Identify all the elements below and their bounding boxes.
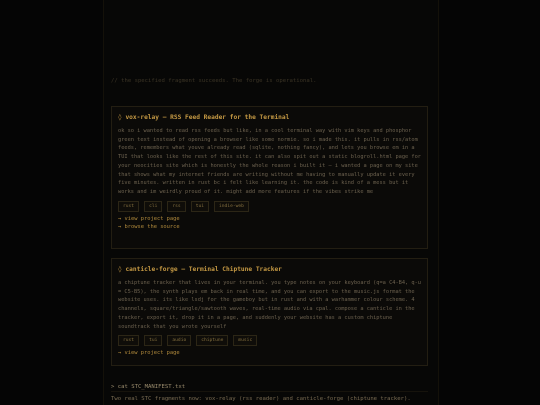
tag[interactable]: cli [144,201,162,212]
tag[interactable]: chiptune [196,335,228,346]
tag[interactable]: audio [167,335,191,346]
terminal-command: > cat STC_MANIFEST.txt [111,384,186,390]
tag[interactable]: rust [118,335,139,346]
tag-list [118,201,421,212]
tag[interactable]: rust [118,201,139,212]
view-project-link[interactable]: → view project page [118,215,180,222]
tag-list [118,335,421,346]
intro-text: // the specified fragment succeeds. The forge is operational. [111,78,317,84]
view-project-link[interactable]: → view project page [118,350,180,357]
divider [111,391,428,392]
browse-source-link[interactable]: → browse the source [118,224,180,231]
project-card [111,106,428,249]
project-title: ◊ canticle-forge — Terminal Chiptune Tracker [118,266,282,273]
tag[interactable]: indie-web [214,201,249,212]
tag[interactable]: tui [191,201,209,212]
tag[interactable]: tui [144,335,162,346]
tag[interactable]: music [233,335,257,346]
project-card [111,258,428,366]
tag[interactable]: rss [167,201,185,212]
project-description: a chiptune tracker that lives in your terminal. you type notes on your keyboard (q=a C4-B4, q-u = C5-B5), the synth plays em back in real time, and you can export to the music.js format the website uses. its like lsdj for the gameboy but in rust and with a warhammer colour scheme. 4 channels, square/triangle/sawtooth waves, real-time audio via cpal. compose a canticle in the tracker, export it, drop it in a page, and suddenly your website has a custom chiptune soundtrack that you wrote yourself [118,280,421,330]
terminal-output: Two real STC fragments now: vox-relay (rss reader) and canticle-forge (chiptune tracker). [111,396,411,402]
project-title: ◊ vox-relay — RSS Feed Reader for the Terminal [118,114,290,121]
project-description: ok so i wanted to read rss feeds but like, in a cool terminal way with vim keys and phosphor green text instead of opening a browser like some normie. so i made this. it pulls in rss/atom feeds, remembers what youve already read (sqlite, nothing fancy), and lets you browse em in a TUI that looks like the rest of this site. it can also spit out a static blogroll.html page for your neocities site which is honestly the whole reason i built it — i wanted a page on my site that shows what my internet friends are writing without me having to manually update it every five minutes. written in rust bc i felt like learning it. the code is kind of a mess but it works and im weirdly proud of it. might add more features if the vibes strike me [118,128,421,195]
